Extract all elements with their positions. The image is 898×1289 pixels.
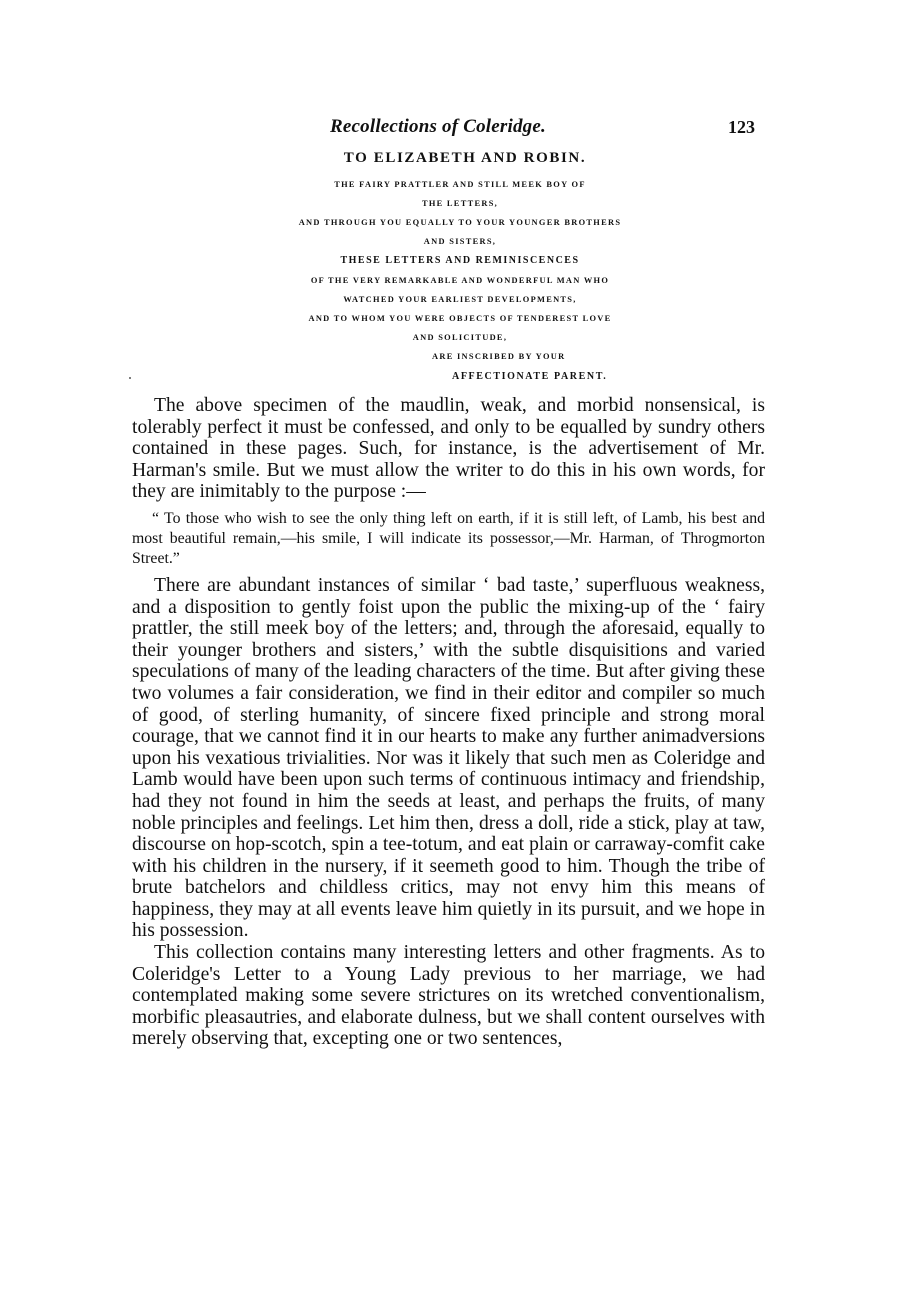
- dedication-line: AND SOLICITUDE,: [412, 333, 508, 342]
- paragraph: There are abundant instances of similar ‘ bad taste,’ superfluous weakness, and a disposition to gently foist upon the public the mixing-up of the ‘ fairy prattler, the still meek boy of the letters; and, through the aforesaid, equally to their younger brothers and sisters,’ with the subtle disquisitions and varied speculations of many of the leading characters of the time. But after giving these two volumes a fair consideration, we find in their editor and compiler so much of good, of sterling humanity, of sincere fixed principle and strong moral courage, that we cannot find it in our hearts to make any further animadversions upon his vexatious trivialities. Nor was it likely that such men as Coleridge and Lamb would have been upon such terms of continuous intimacy and friendship, had they not found in him the seeds at least, and perhaps the fruits, of many noble principles and feelings. Let him then, dress a doll, ride a stick, play at taw, discourse on hop-scotch, spin a tee-totum, and eat plain or carraway-comfit cake with his children in the nursery, if it seemeth good to him. Though the tribe of brute batchelors and childless critics, may not envy him this means of happiness, they may at all events leave him quietly in its pursuit, and we hope in his possession.: [132, 574, 765, 942]
- dedication-signature: AFFECTIONATE PARENT.: [452, 371, 608, 382]
- print-speck: [129, 377, 131, 379]
- dedication-line: OF THE VERY REMARKABLE AND WONDERFUL MAN WHO: [310, 276, 610, 285]
- dedication-line: THE FAIRY PRATTLER AND STILL MEEK BOY OF: [334, 180, 586, 189]
- dedication-line: AND SISTERS,: [423, 237, 497, 246]
- dedication-title: TO ELIZABETH AND ROBIN.: [343, 150, 587, 166]
- dedication-block: [180, 150, 740, 388]
- dedication-line: AND THROUGH YOU EQUALLY TO YOUR YOUNGER BROTHERS: [298, 218, 622, 227]
- dedication-line: THE LETTERS,: [421, 199, 499, 208]
- paragraph: The above specimen of the maudlin, weak, and morbid nonsensical, is tolerably perfect it must be confessed, and only to be equalled by sundry others contained in these pages. Such, for instance, is the advertisement of Mr. Harman's smile. But we must allow the writer to do this in his own words, for they are inimitably to the purpose :—: [132, 395, 765, 503]
- dedication-line: ARE INSCRIBED BY YOUR: [432, 352, 566, 361]
- dedication-line: AND TO WHOM YOU WERE OBJECTS OF TENDEREST LOVE: [308, 314, 612, 323]
- quoted-advertisement: “ To those who wish to see the only thing left on earth, if it is still left, of Lamb, his best and most beautiful remain,—his smile, I will indicate its possessor,—Mr. Harman, of Throgmorton Street.”: [132, 509, 765, 567]
- body-text: [132, 395, 765, 1050]
- dedication-line: WATCHED YOUR EARLIEST DEVELOPMENTS,: [343, 295, 577, 304]
- running-title: Recollections of Coleridge.: [330, 116, 546, 137]
- paragraph: This collection contains many interesting letters and other fragments. As to Coleridge's Letter to a Young Lady previous to her marriage, we had contemplated making some severe strictures on its wretched conventionalism, morbific pleasautries, and elaborate dulness, but we shall content ourselves with merely observing that, excepting one or two sentences,: [132, 942, 765, 1050]
- page-number: 123: [728, 117, 755, 137]
- dedication-line: THESE LETTERS AND REMINISCENCES: [340, 255, 580, 266]
